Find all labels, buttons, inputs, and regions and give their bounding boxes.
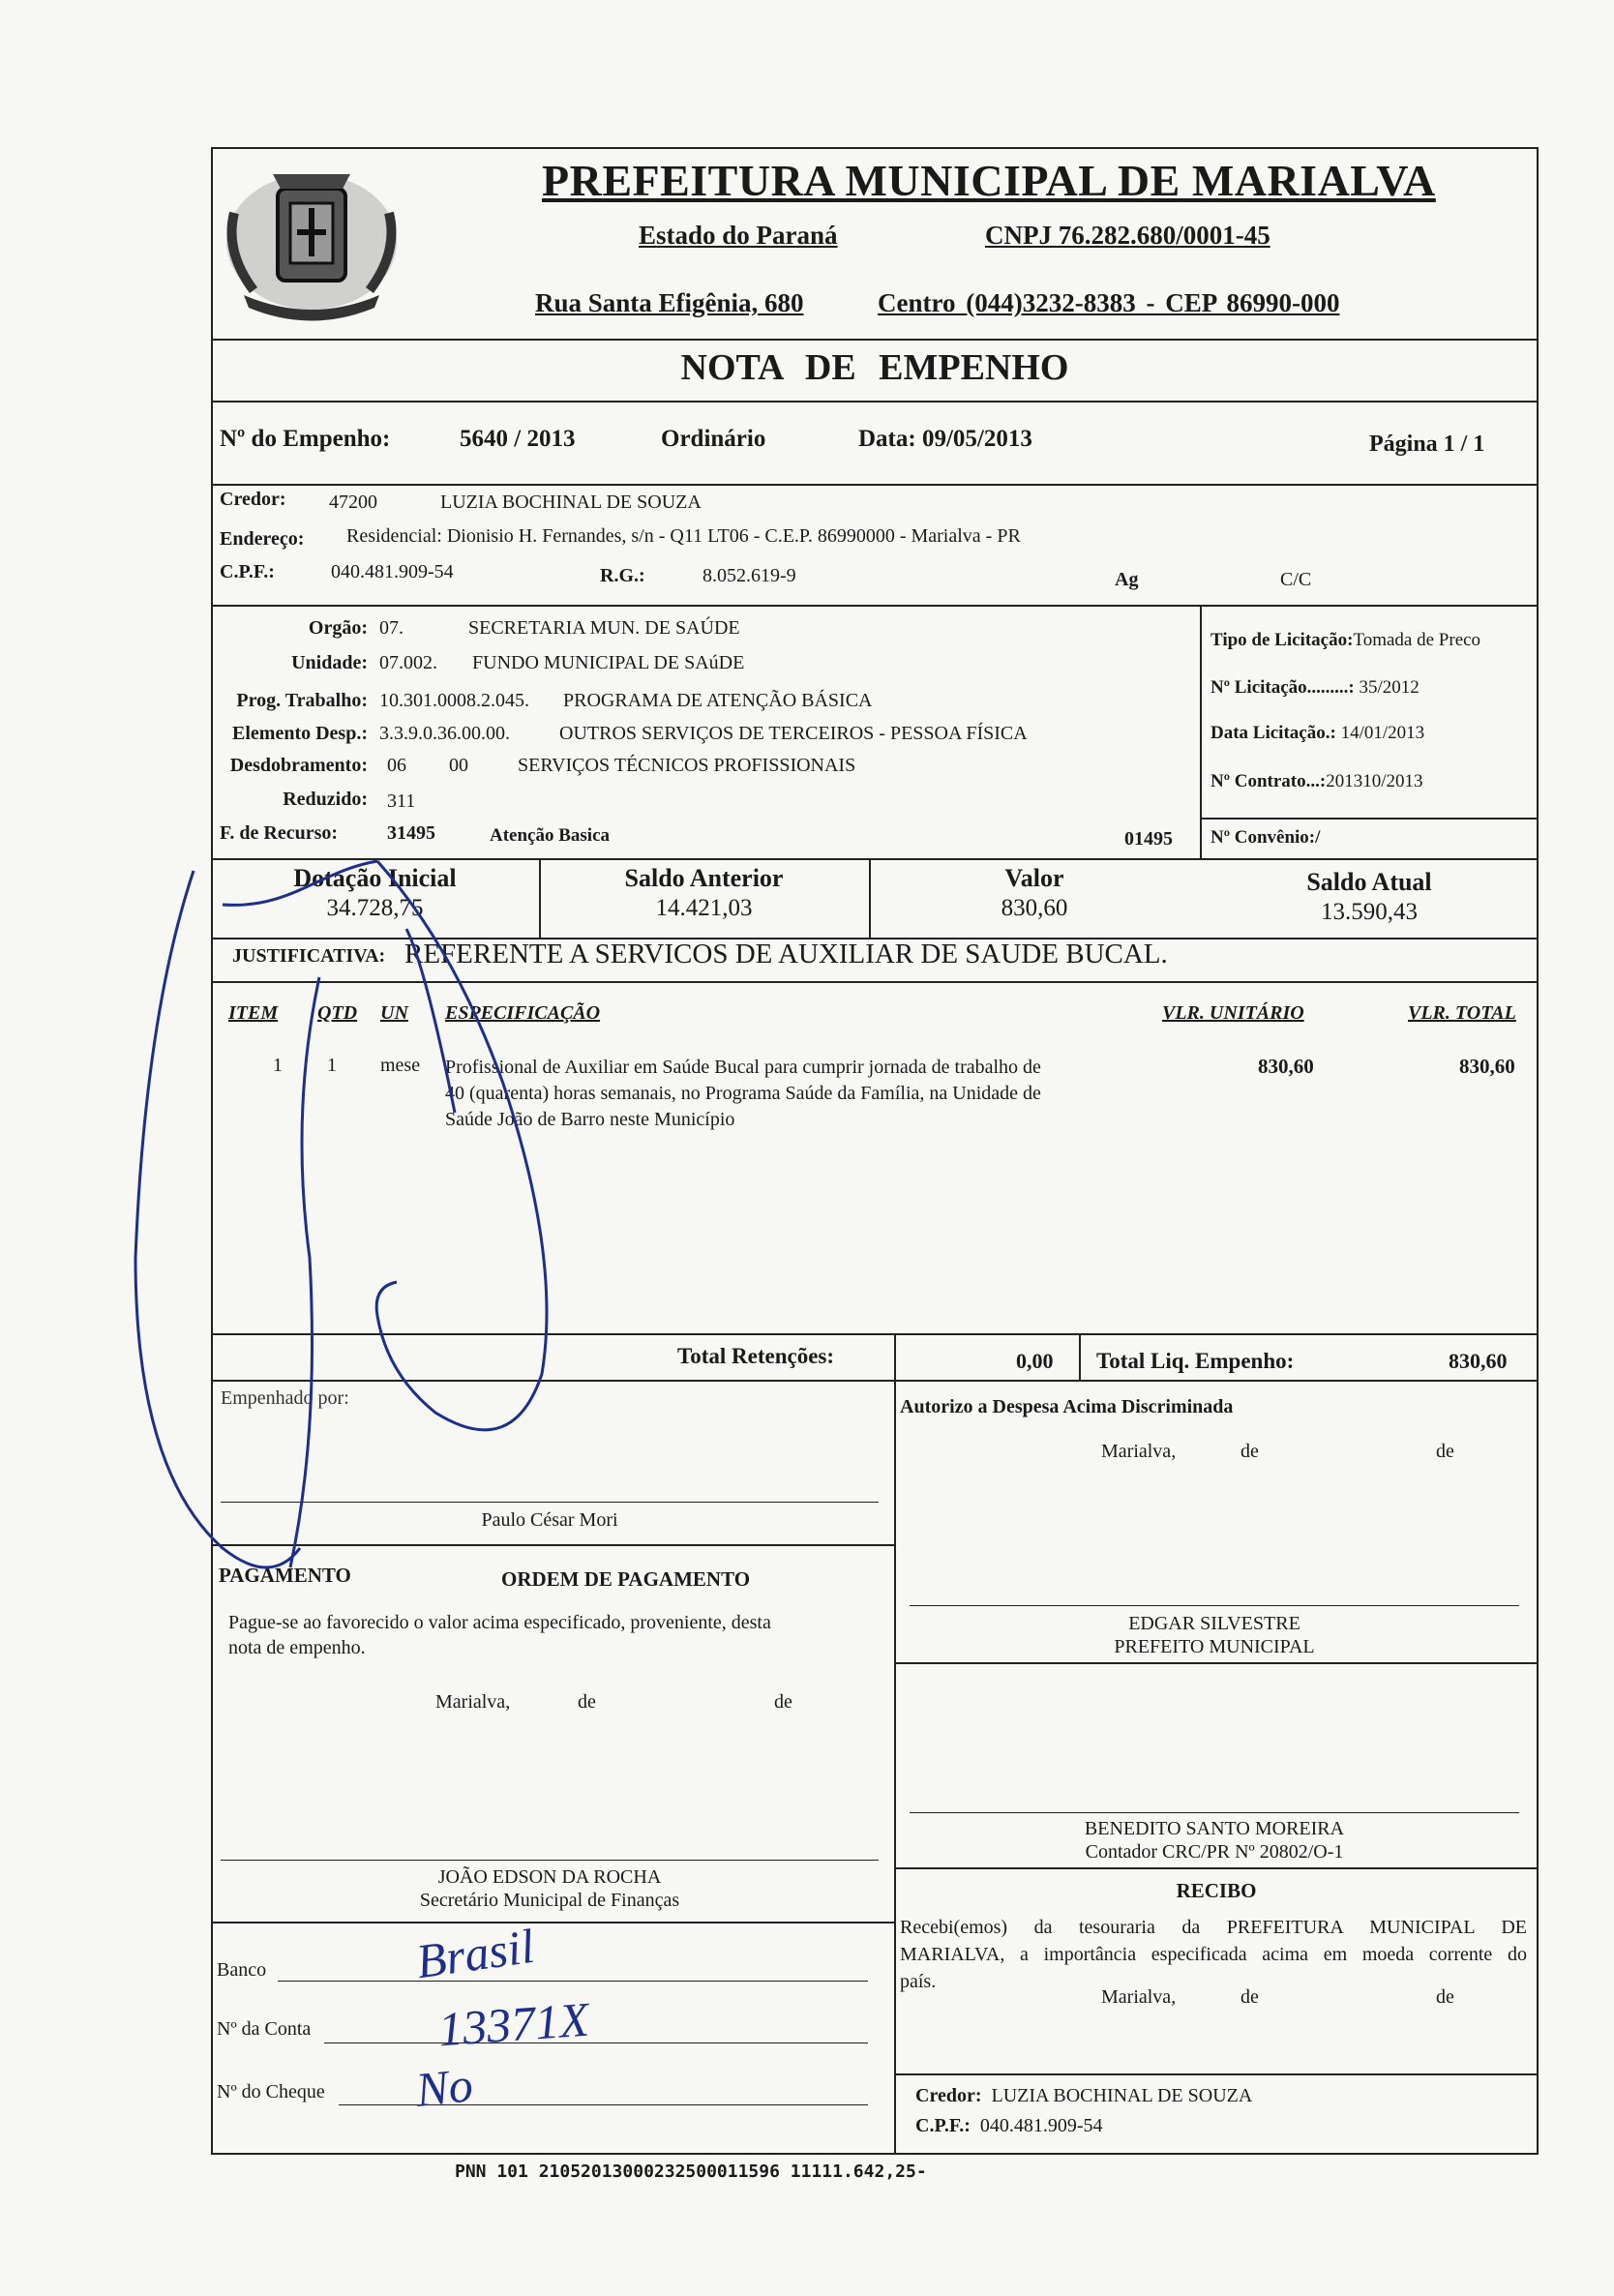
divider [1200, 605, 1202, 858]
conta-handwriting: 13371X [436, 1991, 591, 2057]
divider [894, 2073, 1539, 2075]
banco-line [278, 1981, 868, 1982]
prog-name: PROGRAMA DE ATENÇÃO BÁSICA [563, 690, 873, 711]
divider [211, 339, 1539, 341]
contrato-number: Nº Contrato...:201310/2013 [1210, 771, 1423, 791]
empenho-date: Data: 09/05/2013 [858, 426, 1032, 452]
column-header-qtd: QTD [317, 1002, 358, 1024]
address-field-label: Endereço: [220, 528, 305, 550]
credor-name: LUZIA BOCHINAL DE SOUZA [440, 492, 702, 513]
cpf-label: C.P.F.: [220, 561, 275, 582]
column-header-spec: ESPECIFICAÇÃO [445, 1002, 601, 1024]
contact-label: Centro (044)3232-8383 - CEP 86990-000 [878, 288, 1340, 317]
page-title: PREFEITURA MUNICIPAL DE MARIALVA [542, 156, 1436, 205]
signature-line [221, 1502, 879, 1503]
credor-code: 47200 [329, 492, 377, 513]
rg-label: R.G.: [600, 565, 645, 586]
dotacao-value: 34.728,75 [326, 895, 424, 921]
coat-of-arms-logo [215, 155, 408, 329]
divider [894, 1380, 896, 2155]
pagamento-de: de [774, 1691, 792, 1713]
liq-empenho-label: Total Liq. Empenho: [1096, 1349, 1295, 1373]
valor-value: 830,60 [1001, 895, 1068, 921]
credor-cpf: 040.481.909-54 [331, 561, 454, 582]
saldo-atual-value: 13.590,43 [1321, 899, 1418, 925]
banco-label: Banco [217, 1959, 267, 1981]
recibo-credor: Credor: LUZIA BOCHINAL DE SOUZA [915, 2085, 1253, 2106]
recibo-place: Marialva, [1101, 1986, 1177, 2008]
divider [211, 1544, 894, 1546]
licitacao-number: Nº Licitação.........: 35/2012 [1210, 677, 1420, 698]
account-label: C/C [1280, 569, 1312, 590]
doc-title: NOTA DE EMPENHO [680, 347, 1069, 388]
cheque-label: Nº do Cheque [217, 2081, 325, 2102]
column-header-item: ITEM [228, 1002, 279, 1024]
desdob-name: SERVIÇOS TÉCNICOS PROFISSIONAIS [518, 755, 856, 776]
state-label: Estado do Paraná [639, 221, 838, 250]
retencoes-label: Total Retenções: [677, 1344, 835, 1368]
item-qtd: 1 [327, 1055, 337, 1076]
address-label: Rua Santa Efigênia, 680 [535, 288, 804, 317]
reduzido-label: Reduzido: [283, 789, 368, 810]
divider [211, 401, 1539, 403]
recibo-de: de [1240, 1986, 1259, 2008]
saldo-anterior-value: 14.421,03 [655, 895, 753, 921]
empenho-number: 5640 / 2013 [460, 426, 576, 452]
divider [1079, 1333, 1081, 1380]
footer-code: PNN 101 21052013000232500011596 11111.642,25- [455, 2162, 927, 2182]
unidade-name: FUNDO MUNICIPAL DE SAúDE [472, 652, 745, 673]
elemento-code: 3.3.9.0.36.00.00. [379, 723, 510, 744]
empenho-number-label: Nº do Empenho: [220, 426, 391, 452]
divider [211, 858, 1539, 860]
column-header-total-value: VLR. TOTAL [1408, 1002, 1516, 1024]
recibo-de: de [1436, 1986, 1454, 2008]
pague-text: Pague-se ao favorecido o valor acima especificado, proveniente, desta nota de empenho. [228, 1612, 771, 1658]
divider [211, 1380, 1539, 1382]
justificativa-text: REFERENTE A SERVICOS DE AUXILIAR DE SAUDE BUCAL. [404, 939, 1168, 969]
desdob-label: Desdobramento: [229, 755, 368, 776]
licitacao-date: Data Licitação.: 14/01/2013 [1210, 723, 1425, 743]
elemento-name: OUTROS SERVIÇOS DE TERCEIROS - PESSOA FÍSICA [559, 723, 1028, 744]
retencoes-value: 0,00 [1016, 1349, 1054, 1373]
item-total-value: 830,60 [1459, 1055, 1515, 1078]
liq-empenho-value: 830,60 [1449, 1349, 1508, 1373]
prefeito-signature: EDGAR SILVESTRE PREFEITO MUNICIPAL [1114, 1613, 1315, 1657]
cnpj-label: CNPJ 76.282.680/0001-45 [985, 221, 1270, 250]
autorizo-place: Marialva, [1101, 1441, 1177, 1462]
empenhado-name: Paulo César Mori [481, 1509, 618, 1531]
contador-signature: BENEDITO SANTO MOREIRA Contador CRC/PR Nº 20802/O-1 [1084, 1818, 1345, 1863]
item-number: 1 [273, 1055, 283, 1076]
credor-label: Credor: [220, 489, 286, 510]
pagamento-label: PAGAMENTO [219, 1564, 351, 1587]
divider [1200, 818, 1539, 820]
autorizo-de: de [1240, 1441, 1259, 1462]
conta-label: Nº da Conta [217, 2018, 312, 2040]
convenio-label: Nº Convênio:/ [1210, 827, 1321, 848]
saldo-anterior-label: Saldo Anterior [624, 864, 784, 892]
recurso-number: 01495 [1124, 828, 1173, 850]
column-header-un: UN [380, 1002, 408, 1024]
desdob-code-b: 00 [449, 755, 468, 776]
signature-line [910, 1812, 1519, 1813]
signature-line [910, 1605, 1519, 1606]
pagamento-place: Marialva, [435, 1691, 511, 1713]
elemento-label: Elemento Desp.: [232, 723, 368, 744]
licitacao-tipo: Tipo de Licitação:Tomada de Preco [1210, 630, 1481, 650]
item-unit-value: 830,60 [1258, 1055, 1314, 1078]
recibo-cpf: C.P.F.: 040.481.909-54 [915, 2115, 1103, 2136]
unidade-code: 07.002. [379, 652, 437, 673]
recurso-name: Atenção Basica [490, 825, 611, 846]
divider [211, 605, 1539, 607]
autorizo-label: Autorizo a Despesa Acima Discriminada [900, 1396, 1234, 1417]
credor-address: Residencial: Dionisio H. Fernandes, s/n - Q11 LT06 - C.E.P. 86990000 - Marialva - PR [346, 525, 1021, 547]
divider [211, 981, 1539, 983]
autorizo-de: de [1436, 1441, 1454, 1462]
orgao-code: 07. [379, 617, 404, 639]
divider [211, 1922, 894, 1923]
saldo-atual-label: Saldo Atual [1306, 868, 1432, 896]
secretario-signature: JOÃO EDSON DA ROCHA Secretário Municipal de Finanças [419, 1866, 680, 1911]
recibo-label: RECIBO [1176, 1879, 1257, 1902]
justificativa-label: JUSTIFICATIVA: [232, 945, 386, 967]
divider [211, 1333, 1539, 1335]
unidade-label: Unidade: [291, 652, 368, 673]
agency-label: Ag [1115, 569, 1139, 590]
desdob-code-a: 06 [387, 755, 406, 776]
divider [894, 1662, 1539, 1664]
reduzido-value: 311 [387, 790, 416, 812]
pagamento-de: de [578, 1691, 596, 1713]
credor-rg: 8.052.619-9 [702, 565, 796, 586]
prog-code: 10.301.0008.2.045. [379, 690, 529, 711]
cheque-handwriting: No [413, 2057, 476, 2117]
empenho-type: Ordinário [661, 426, 766, 452]
empenhado-label: Empenhado por: [221, 1387, 349, 1409]
item-unit: mese [380, 1055, 421, 1076]
recurso-code: 31495 [387, 822, 435, 844]
recurso-label: F. de Recurso: [220, 822, 339, 844]
divider [211, 484, 1539, 486]
orgao-name: SECRETARIA MUN. DE SAÚDE [468, 617, 740, 639]
item-spec: Profissional de Auxiliar em Saúde Bucal para cumprir jornada de trabalho de 40 (quarenta) horas semanais, no Programa Saúde da Família, na Unidade de Saúde João de Barro neste Município [445, 1057, 1041, 1130]
page-number: Página 1 / 1 [1369, 432, 1485, 457]
divider [894, 1333, 896, 1380]
column-header-unit-value: VLR. UNITÁRIO [1162, 1002, 1304, 1024]
prog-label: Prog. Trabalho: [236, 690, 368, 711]
divider [894, 1867, 1539, 1869]
orgao-label: Orgão: [308, 617, 368, 639]
dotacao-label: Dotação Inicial [293, 864, 457, 892]
recibo-text: Recebi(emos) da tesouraria da PREFEITURA MUNICIPAL DE MARIALVA, a importância especificada acima em moeda corrente do país. [900, 1917, 1527, 1992]
valor-label: Valor [1004, 864, 1064, 892]
signature-line [221, 1860, 879, 1861]
ordem-label: ORDEM DE PAGAMENTO [501, 1567, 751, 1591]
banco-handwriting: Brasil [412, 1918, 538, 1989]
